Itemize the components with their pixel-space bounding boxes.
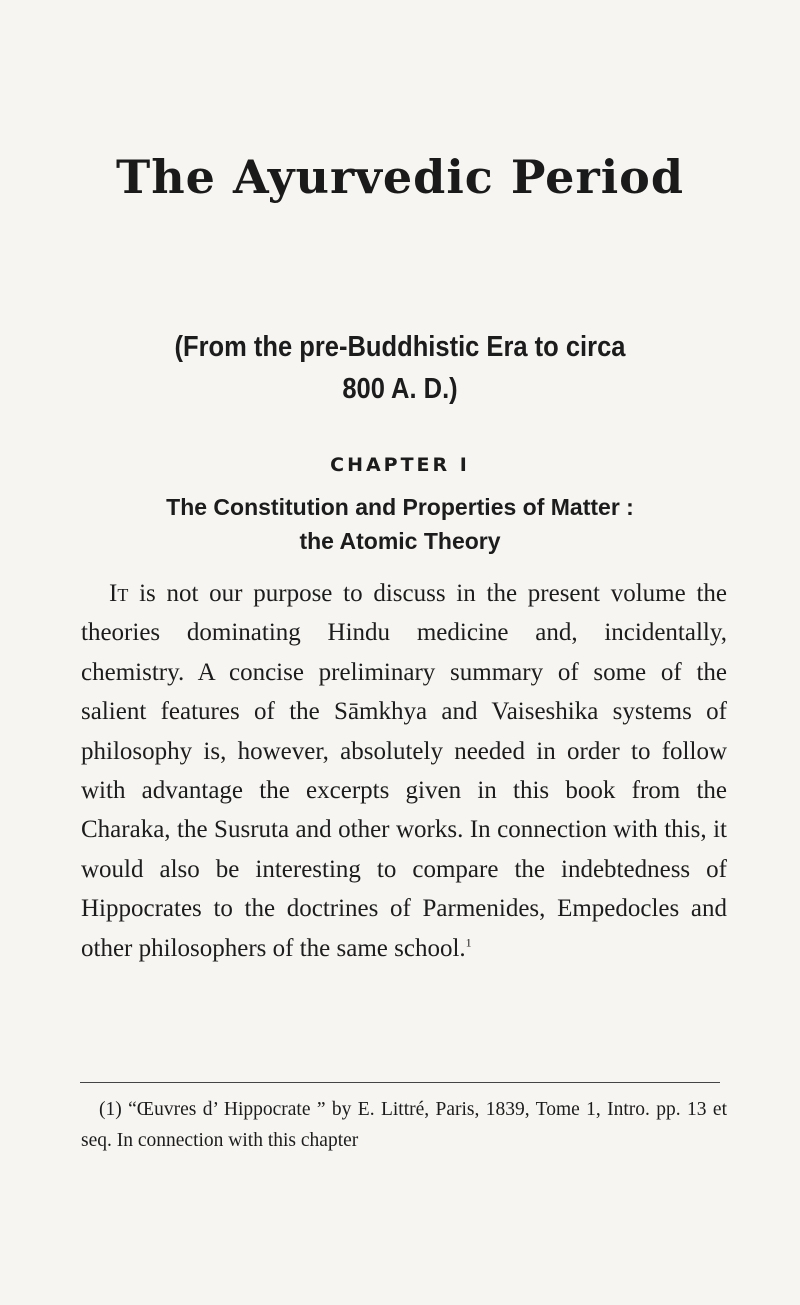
chapter-label: CHAPTER I	[330, 454, 470, 476]
body-paragraph	[81, 574, 727, 968]
period-subtitle	[48, 326, 752, 410]
footnote-divider	[80, 1082, 720, 1083]
footnote-text: (1) “Œuvres d’ Hippocrate ” by E. Littré, Paris, 1839, Tome 1, Intro. pp. 13 et seq. In connection with this chapter	[81, 1099, 727, 1151]
body-first-word: It	[109, 580, 129, 607]
chapter-title	[0, 490, 800, 558]
body-text: is not our purpose to discuss in the present volume the theories dominating Hindu medicine and, incidentally, chemistry. A concise preliminary summary of some of the salient features of the Sāmkhya and Vaiseshika systems of philosophy is, however, absolutely needed in order to follow with advantage the excerpts given in this book from the Charaka, the Susruta and other works. In connection with this, it would also be interesting to compare the indebtedness of Hippocrates to the doctrines of Parmenides, Empedocles and other philosophers of the same school.	[81, 580, 727, 962]
footnote-reference: 1	[465, 935, 472, 950]
subtitle-line-2: 800 A. D.)	[342, 373, 458, 405]
chapter-title-line-2: the Atomic Theory	[299, 528, 501, 554]
footnote	[81, 1094, 727, 1156]
chapter-title-line-1: The Constitution and Properties of Matter :	[166, 494, 634, 520]
subtitle-line-1: (From the pre-Buddhistic Era to circa	[174, 331, 626, 363]
page-title: The Ayurvedic Period	[115, 150, 685, 204]
